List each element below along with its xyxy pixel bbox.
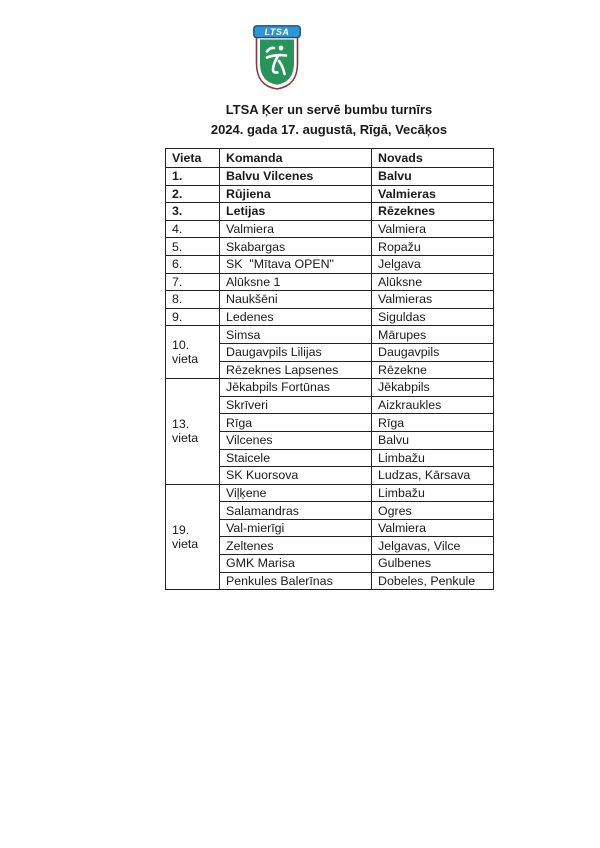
novads-cell: Valmieras [372, 185, 494, 203]
komanda-cell: Vilcenes [220, 431, 372, 449]
novads-cell: Rēzekne [372, 361, 494, 379]
novads-cell: Valmiera [372, 519, 494, 537]
komanda-cell: SK Kuorsova [220, 467, 372, 485]
komanda-cell: Rīga [220, 414, 372, 432]
vieta-cell: 1. [166, 168, 220, 186]
table-row [166, 291, 494, 309]
novads-cell: Limbažu [372, 449, 494, 467]
komanda-cell: GMK Marisa [220, 555, 372, 573]
novads-cell: Rīga [372, 414, 494, 432]
novads-cell: Gulbenes [372, 555, 494, 573]
novads-cell: Jelgavas, Vilce [372, 537, 494, 555]
novads-cell: Jelgava [372, 255, 494, 273]
komanda-cell: Alūksne 1 [220, 273, 372, 291]
komanda-cell: Skrīveri [220, 396, 372, 414]
table-header-row [166, 149, 494, 168]
novads-cell: Ludzas, Kārsava [372, 467, 494, 485]
komanda-cell: Staicele [220, 449, 372, 467]
novads-cell: Mārupes [372, 326, 494, 344]
vieta-cell: 8. [166, 291, 220, 309]
novads-cell: Balvu [372, 168, 494, 186]
vieta-cell: 6. [166, 255, 220, 273]
header-komanda: Komanda [220, 149, 372, 168]
vieta-cell: 9. [166, 308, 220, 326]
komanda-cell: Val-mierīgi [220, 519, 372, 537]
vieta-cell: 3. [166, 203, 220, 221]
vieta-cell: 7. [166, 273, 220, 291]
novads-cell: Jēkabpils [372, 379, 494, 397]
komanda-cell: SK "Mītava OPEN" [220, 255, 372, 273]
novads-cell: Limbažu [372, 484, 494, 502]
novads-cell: Alūksne [372, 273, 494, 291]
vieta-cell: 5. [166, 238, 220, 256]
header-novads: Novads [372, 149, 494, 168]
novads-cell: Ropažu [372, 238, 494, 256]
komanda-cell: Zeltenes [220, 537, 372, 555]
table-row [166, 326, 494, 344]
table-row [166, 168, 494, 186]
vieta-group-cell: 19. vieta [166, 484, 220, 590]
table-row [166, 220, 494, 238]
table-row [166, 484, 494, 502]
vieta-cell: 2. [166, 185, 220, 203]
ltsa-logo [253, 25, 301, 90]
novads-cell: Rēzeknes [372, 203, 494, 221]
komanda-cell: Skabargas [220, 238, 372, 256]
komanda-cell: Balvu Vilcenes [220, 168, 372, 186]
shield-green [260, 40, 294, 85]
komanda-cell: Salamandras [220, 502, 372, 520]
novads-cell: Balvu [372, 431, 494, 449]
komanda-cell: Ledenes [220, 308, 372, 326]
results-table [165, 148, 494, 590]
komanda-cell: Rūjiena [220, 185, 372, 203]
komanda-cell: Letijas [220, 203, 372, 221]
komanda-cell: Valmiera [220, 220, 372, 238]
novads-cell: Valmiera [372, 220, 494, 238]
vieta-group-cell: 10. vieta [166, 326, 220, 379]
komanda-cell: Viļķene [220, 484, 372, 502]
header-vieta: Vieta [166, 149, 220, 168]
novads-cell: Siguldas [372, 308, 494, 326]
komanda-cell: Jēkabpils Fortūnas [220, 379, 372, 397]
novads-cell: Valmieras [372, 291, 494, 309]
vieta-cell: 4. [166, 220, 220, 238]
logo-text: LTSA [264, 27, 290, 37]
table-row [166, 255, 494, 273]
table-row [166, 185, 494, 203]
document-subtitle: 2024. gada 17. augustā, Rīgā, Vecāķos [210, 122, 448, 137]
novads-cell: Ogres [372, 502, 494, 520]
komanda-cell: Naukšēni [220, 291, 372, 309]
table-row [166, 308, 494, 326]
komanda-cell: Daugavpils Lilijas [220, 343, 372, 361]
document-header [140, 100, 518, 140]
vieta-group-cell: 13. vieta [166, 379, 220, 485]
table-row [166, 273, 494, 291]
komanda-cell: Simsa [220, 326, 372, 344]
novads-cell: Aizkraukles [372, 396, 494, 414]
table-row [166, 379, 494, 397]
table-row [166, 203, 494, 221]
komanda-cell: Penkules Balerīnas [220, 572, 372, 590]
komanda-cell: Rēzeknes Lapsenes [220, 361, 372, 379]
table-row [166, 238, 494, 256]
novads-cell: Daugavpils [372, 343, 494, 361]
novads-cell: Dobeles, Penkule [372, 572, 494, 590]
document-title: LTSA Ķer un servē bumbu turnīrs [225, 102, 433, 117]
